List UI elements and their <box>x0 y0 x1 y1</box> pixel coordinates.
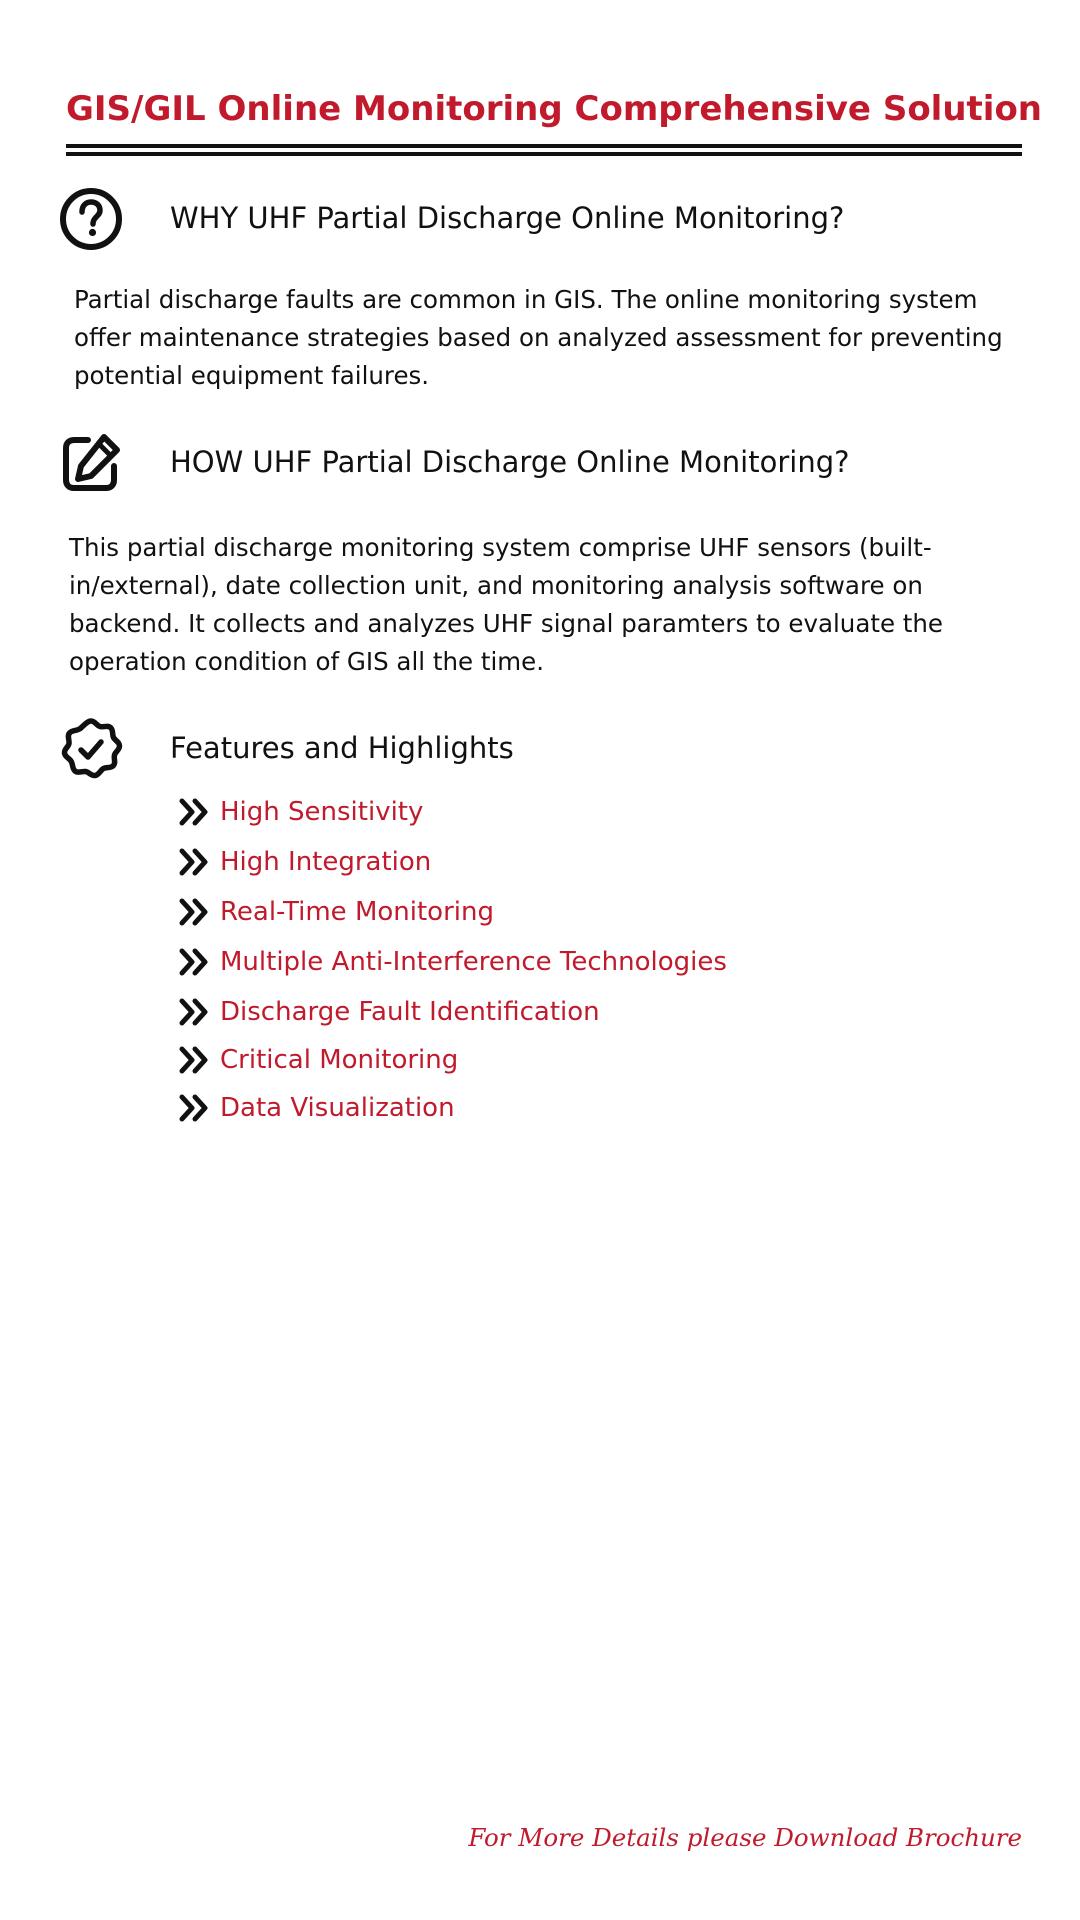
how-body: This partial discharge monitoring system comprise UHF sensors (built-in/external), date collection unit, and monitoring analysis software on backend. It collects and analyzes UHF signal paramters to evaluate the operation condition of GIS all the time. <box>69 533 944 676</box>
double-chevron-right-icon <box>178 847 212 877</box>
double-chevron-right-icon <box>178 997 212 1027</box>
edit-pencil-icon <box>58 430 124 496</box>
why-heading: WHY UHF Partial Discharge Online Monitoring? <box>170 201 845 235</box>
feature-label: High Integration <box>220 847 432 877</box>
feature-label: High Sensitivity <box>220 797 424 827</box>
feature-label: Data Visualization <box>220 1093 455 1123</box>
how-heading: HOW UHF Partial Discharge Online Monitoring? <box>170 445 850 479</box>
title-divider-top <box>66 144 1022 148</box>
feature-item <box>178 942 727 982</box>
feature-item <box>178 842 431 882</box>
feature-item <box>178 892 494 932</box>
page-title: GIS/GIL Online Monitoring Comprehensive Solution <box>66 89 1043 129</box>
feature-item <box>178 992 600 1032</box>
download-brochure-link[interactable]: For More Details please Download Brochure <box>468 1823 1022 1852</box>
double-chevron-right-icon <box>178 947 212 977</box>
double-chevron-right-icon <box>178 1045 212 1075</box>
feature-item <box>178 1088 455 1128</box>
title-divider-bottom <box>66 152 1022 156</box>
double-chevron-right-icon <box>178 797 212 827</box>
feature-label: Real-Time Monitoring <box>220 897 494 927</box>
badge-check-icon <box>58 716 124 782</box>
question-circle-icon <box>58 186 124 252</box>
feature-item <box>178 1040 458 1080</box>
feature-label: Critical Monitoring <box>220 1045 459 1075</box>
double-chevron-right-icon <box>178 897 212 927</box>
why-body: Partial discharge faults are common in GIS. The online monitoring system offer maintenance strategies based on analyzed assessment for preventing potential equipment failures. <box>74 285 1003 390</box>
feature-label: Discharge Fault Identification <box>220 997 600 1027</box>
feature-label: Multiple Anti-Interference Technologies <box>220 947 727 977</box>
double-chevron-right-icon <box>178 1093 212 1123</box>
feature-item <box>178 792 423 832</box>
features-heading: Features and Highlights <box>170 731 514 765</box>
